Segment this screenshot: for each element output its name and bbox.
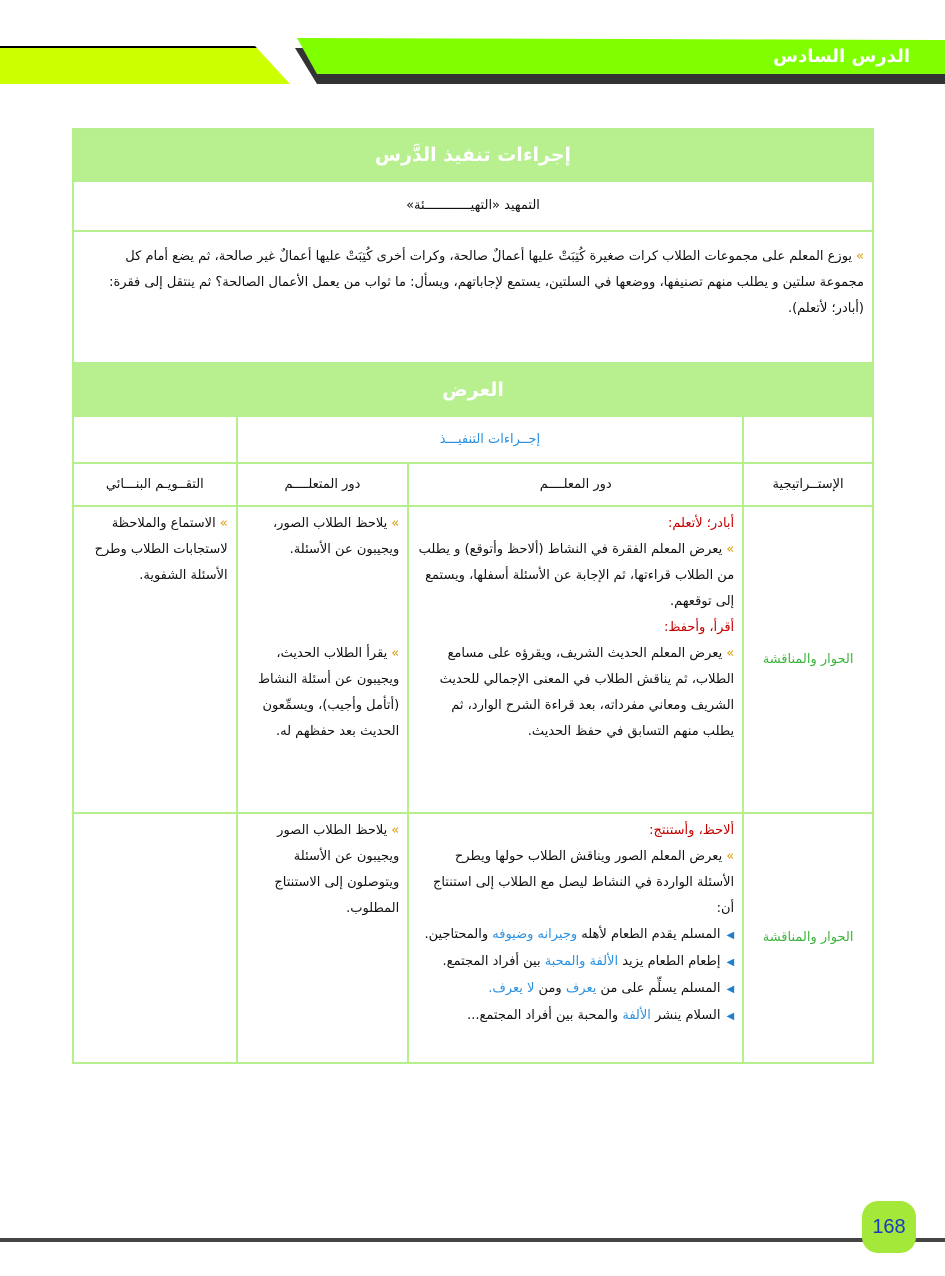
conclusion-points	[417, 922, 734, 1030]
procedures-label: إجــراءات التنفيـــذ	[237, 416, 744, 463]
col-header-teacher: دور المعلــــم	[408, 463, 743, 506]
point-text: السلام ينشر	[650, 1008, 721, 1023]
point-text: والمحتاجين.	[424, 927, 493, 942]
triangle-bullet-icon: ◀	[726, 957, 735, 968]
bullet-icon: »	[219, 516, 228, 531]
point-text: الألفة والمحبة	[544, 954, 619, 969]
bullet-icon: »	[726, 542, 735, 557]
conclusion-point	[417, 922, 734, 949]
bullet-icon: »	[391, 823, 400, 838]
activity-heading: ألاحظ، وأستنتج:	[649, 823, 735, 838]
point-text: وجيرانه وضيوفه	[492, 927, 578, 942]
point-text: يعرف	[565, 981, 597, 996]
conclusion-point	[417, 949, 734, 976]
section-title: إجراءات تنفيذ الدَّرس	[73, 129, 873, 181]
point-text: لا يعرف.	[488, 981, 535, 996]
point-text: المسلم يقدم الطعام لأهله	[577, 927, 721, 942]
evaluation-cell: »الاستماع والملاحظة لاستجابات الطلاب وطرح الأسئلة الشفوية.	[73, 506, 237, 813]
col-header-evaluation: التقــويـم البنـــائي	[73, 463, 237, 506]
col-header-student: دور المتعلــــم	[237, 463, 409, 506]
presentation-title: العرض	[73, 363, 873, 416]
teacher-role-cell: أبادر؛ لأتعلم: »يعرض المعلم الفقرة في النشاط (ألاحظ وأتوقع) و يطلب من الطلاب قراءتها، ثم الإجابة عن الأسئلة أسفلها، ويستمع إلى توقعهم. أقرأ، وأحفظ: »يعرض المعلم الحديث الشريف، ويقرؤه على مسامع الطلاب، ثم يناقش الطلاب في المعنى الإجمالي للحديث الشريف ومعاني مفرداته، بعد قراءة الشرح الوارد، ثم يطلب منهم التسابق في حفظ الحديث.	[408, 506, 743, 813]
triangle-bullet-icon: ◀	[726, 930, 735, 941]
bullet-icon: »	[726, 646, 735, 661]
lesson-title: الدرس السادس	[773, 46, 910, 67]
point-text: الألفة	[622, 1008, 651, 1023]
evaluation-cell	[73, 813, 237, 1063]
conclusion-point	[417, 976, 734, 1003]
col-header-strategy: الإستــراتيجية	[743, 463, 873, 506]
point-text: المسلم يسلِّم على من	[596, 981, 721, 996]
table-row	[73, 506, 873, 813]
point-text: إطعام الطعام يزيد	[618, 954, 721, 969]
intro-paragraph: »يوزع المعلم على مجموعات الطلاب كرات صغيرة كُتِبَتْ عليها أعمالٌ صالحة، وكرات أخرى كُتِبَتْ عليها أعمالٌ غير صالحة، ثم يضع أمام كل مجموعة سلتين و يطلب منهم تصنيفها، ووضعها في السلتين، يستمع لإجاباتهم، ويسأل: ما ثواب من يعمل الأعمال الصالحة؟ ثم ينتقل إلى فقرة: (أبادر؛ لأتعلم).	[73, 231, 873, 363]
conclusion-point	[417, 1003, 734, 1030]
tamheed-label: التمهيد «التهيــــــــــــئة»	[73, 181, 873, 231]
footer-line	[0, 1238, 945, 1242]
triangle-bullet-icon: ◀	[726, 984, 735, 995]
triangle-bullet-icon: ◀	[726, 1011, 735, 1022]
table-row	[73, 813, 873, 1063]
strategy-cell: الحوار والمناقشة	[743, 813, 873, 1063]
bullet-icon: »	[726, 849, 735, 864]
bullet-icon: »	[391, 516, 400, 531]
point-text: ومن	[534, 981, 566, 996]
bullet-icon: »	[856, 249, 864, 264]
activity-heading: أبادر؛ لأتعلم:	[668, 516, 735, 531]
student-role-cell: »يلاحظ الطلاب الصور، ويجيبون عن الأسئلة. »يقرأ الطلاب الحديث، ويجيبون عن أسئلة النشاط (أتأمل وأجيب)، ويسمِّعون الحديث بعد حفظهم له.	[237, 506, 409, 813]
activity-heading: أقرأ، وأحفظ:	[664, 620, 735, 635]
header-band-left	[0, 46, 290, 84]
lesson-procedures-table	[72, 128, 874, 1064]
page-number: 168	[862, 1201, 916, 1253]
teacher-role-cell: ألاحظ، وأستنتج: »يعرض المعلم الصور ويناقش الطلاب حولها ويطرح الأسئلة الواردة في النشاط ليصل مع الطلاب إلى استنتاج أن: ◀المسلم يقدم الطعام لأهله وجيرانه وضيوفه والمحتاجين. ◀إطعام الطعام يزيد الألفة والمحبة بين أفراد المجتمع. ◀المسلم يسلِّم على من يعرف ومن لا يعرف. ◀السلام ينشر الألفة والمحبة بين أفراد المجتمع...	[408, 813, 743, 1063]
bullet-icon: »	[391, 646, 400, 661]
point-text: والمحبة بين أفراد المجتمع...	[467, 1008, 623, 1023]
strategy-cell: الحوار والمناقشة	[743, 506, 873, 813]
point-text: بين أفراد المجتمع.	[442, 954, 545, 969]
student-role-cell: »يلاحظ الطلاب الصور ويجيبون عن الأسئلة ويتوصلون إلى الاستنتاج المطلوب.	[237, 813, 409, 1063]
